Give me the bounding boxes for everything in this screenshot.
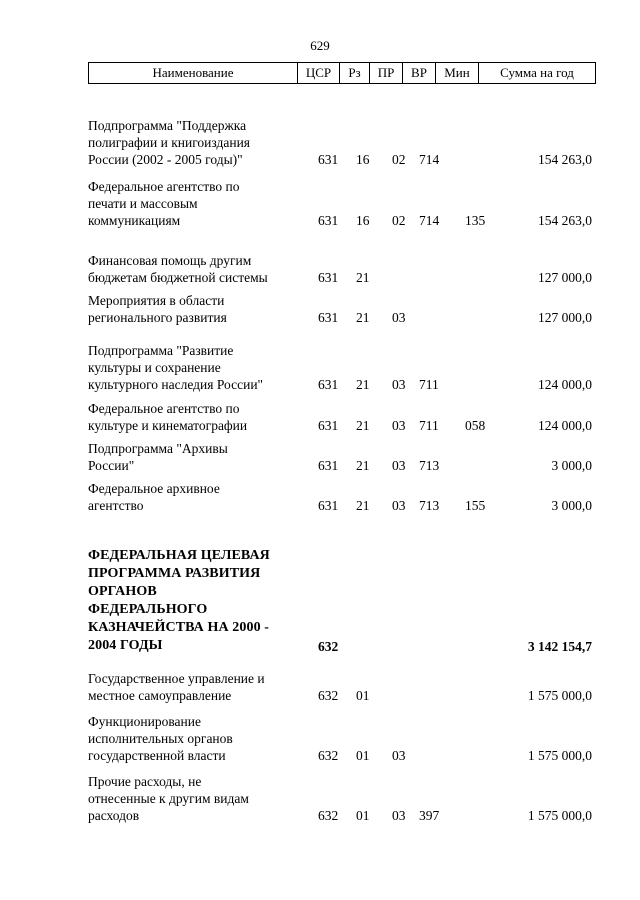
row-sum: 1 575 000,0 (527, 688, 592, 703)
row-name: Прочие расходы, не отнесенные к другим видам расходов (88, 774, 249, 823)
row-pr: 03 (392, 377, 406, 392)
row-name: Подпрограмма "Развитие культуры и сохранение культурного наследия России" (88, 343, 264, 392)
row-pr: 02 (392, 213, 406, 228)
row-pr: 03 (392, 748, 406, 763)
table-row (0, 252, 640, 286)
row-sum: 127 000,0 (538, 270, 592, 285)
table-row (0, 480, 640, 514)
row-pr: 03 (392, 310, 406, 325)
row-vr: 711 (419, 418, 439, 433)
row-csr: 631 (318, 498, 339, 513)
header-sum: Сумма на год (500, 65, 574, 80)
row-min: 135 (465, 213, 486, 228)
row-csr: 631 (318, 310, 339, 325)
table-row (0, 342, 640, 393)
row-rz: 21 (356, 377, 370, 392)
row-rz: 01 (356, 748, 370, 763)
row-name: Федеральное агентство по печати и массовым коммуникациям (88, 179, 240, 228)
row-rz: 16 (356, 213, 370, 228)
row-csr: 632 (318, 748, 339, 763)
row-csr: 631 (318, 213, 339, 228)
row-sum: 3 142 154,7 (527, 639, 592, 654)
row-min: 058 (465, 418, 486, 433)
row-rz: 21 (356, 310, 370, 325)
row-name: Подпрограмма "Архивы России" (88, 441, 228, 473)
row-rz: 16 (356, 152, 370, 167)
header-min: Мин (436, 63, 479, 83)
table-row (0, 292, 640, 326)
table-row (0, 440, 640, 474)
row-vr: 711 (419, 377, 439, 392)
row-name: Федеральное архивное агентство (88, 481, 220, 513)
row-csr: 632 (318, 808, 339, 823)
table-row (0, 773, 640, 824)
row-csr: 631 (318, 377, 339, 392)
row-pr: 03 (392, 458, 406, 473)
row-vr: 713 (419, 458, 440, 473)
row-vr: 714 (419, 152, 440, 167)
row-csr: 631 (318, 418, 339, 433)
row-sum: 127 000,0 (538, 310, 592, 325)
page-number: 629 (310, 38, 330, 53)
row-name: Функционирование исполнительных органов государственной власти (88, 714, 233, 763)
row-csr: 632 (318, 688, 339, 703)
row-sum: 124 000,0 (538, 418, 592, 433)
row-name: ФЕДЕРАЛЬНАЯ ЦЕЛЕВАЯ ПРОГРАММА РАЗВИТИЯ ОРГАНОВ ФЕДЕРАЛЬНОГО КАЗНАЧЕЙСТВА НА 2000 - 2004 ГОДЫ (88, 548, 270, 653)
row-pr: 03 (392, 808, 406, 823)
row-name: Федеральное агентство по культуре и кинематографии (88, 401, 248, 433)
row-sum: 1 575 000,0 (527, 808, 592, 823)
row-name: Подпрограмма "Поддержка полиграфии и книгоиздания России (2002 - 2005 годы)" (88, 118, 250, 167)
row-rz: 21 (356, 498, 370, 513)
row-min: 155 (465, 498, 486, 513)
table-row (0, 670, 640, 704)
row-csr: 631 (318, 152, 339, 167)
row-sum: 3 000,0 (551, 458, 592, 473)
table-row (0, 400, 640, 434)
row-vr: 713 (419, 498, 440, 513)
table-header (88, 62, 596, 84)
table-row (0, 713, 640, 764)
row-csr: 632 (318, 639, 339, 654)
row-rz: 21 (356, 458, 370, 473)
row-vr: 714 (419, 213, 440, 228)
row-name: Мероприятия в области регионального развития (88, 293, 227, 325)
header-vr: ВР (403, 63, 436, 83)
table-row (0, 178, 640, 229)
row-sum: 3 000,0 (551, 498, 592, 513)
row-sum: 154 263,0 (538, 213, 592, 228)
row-rz: 01 (356, 808, 370, 823)
row-name: Государственное управление и местное самоуправление (88, 671, 265, 703)
row-pr: 03 (392, 418, 406, 433)
header-name: Наименование (89, 63, 298, 83)
header-pr: ПР (370, 63, 403, 83)
row-rz: 01 (356, 688, 370, 703)
row-rz: 21 (356, 418, 370, 433)
row-csr: 631 (318, 270, 339, 285)
row-pr: 03 (392, 498, 406, 513)
row-rz: 21 (356, 270, 370, 285)
header-csr: ЦСР (298, 63, 340, 83)
row-vr: 397 (419, 808, 440, 823)
row-csr: 631 (318, 458, 339, 473)
table-row (0, 117, 640, 168)
row-name: Финансовая помощь другим бюджетам бюджетной системы (88, 253, 268, 285)
header-rz: Рз (340, 63, 370, 83)
row-sum: 154 263,0 (538, 152, 592, 167)
row-sum: 1 575 000,0 (527, 748, 592, 763)
row-pr: 02 (392, 152, 406, 167)
row-sum: 124 000,0 (538, 377, 592, 392)
table-row-program (0, 547, 640, 655)
